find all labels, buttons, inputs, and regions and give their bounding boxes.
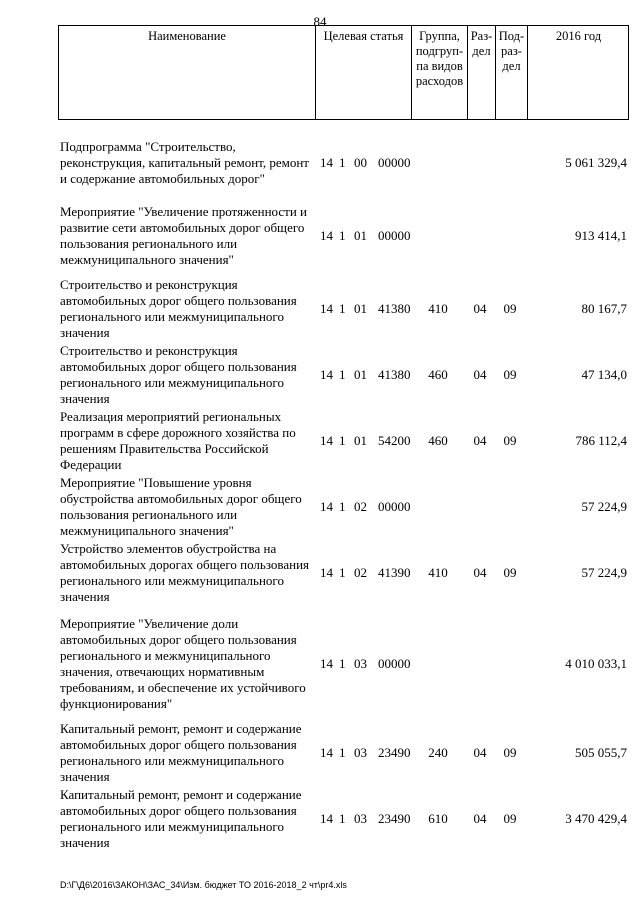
row-group: 410 bbox=[428, 565, 448, 580]
row-code-d: 41380 bbox=[378, 301, 411, 316]
row-amount: 57 224,9 bbox=[581, 565, 627, 580]
row-code-d: 54200 bbox=[378, 433, 411, 448]
row-amount: 5 061 329,4 bbox=[565, 155, 627, 170]
header-podrazdel-line: дел bbox=[502, 59, 521, 73]
header-group-line: па видов bbox=[416, 59, 463, 73]
row-group: 460 bbox=[428, 433, 448, 448]
header-group-line: Группа, bbox=[419, 29, 460, 43]
row-code-a: 14 bbox=[320, 565, 333, 580]
row-name: Мероприятие "Повышение уровня обустройства автомобильных дорог общего пользования регионального или межмуниципального значения" bbox=[60, 475, 302, 538]
row-amount: 57 224,9 bbox=[581, 499, 627, 514]
row-name: Подпрограмма "Строительство, реконструкция, капитальный ремонт, ремонт и содержание автомобильных дорог" bbox=[60, 139, 309, 186]
row-code-c: 02 bbox=[354, 565, 367, 580]
table-row bbox=[58, 787, 629, 853]
row-code-c: 03 bbox=[354, 811, 367, 826]
row-amount: 47 134,0 bbox=[581, 367, 627, 382]
row-podrazdel: 09 bbox=[503, 301, 517, 316]
table-row bbox=[58, 475, 629, 541]
row-code-a: 14 bbox=[320, 745, 333, 760]
row-podrazdel: 09 bbox=[503, 811, 517, 826]
row-razdel: 04 bbox=[473, 811, 487, 826]
row-code-a: 14 bbox=[320, 499, 333, 514]
table-row bbox=[58, 721, 629, 787]
row-podrazdel: 09 bbox=[503, 565, 517, 580]
table-header bbox=[58, 25, 629, 120]
table-row bbox=[58, 616, 629, 714]
row-code-d: 00000 bbox=[378, 499, 411, 514]
row-name: Строительство и реконструкция автомобильных дорог общего пользования регионального или межмуниципального значения bbox=[60, 277, 297, 340]
row-code-d: 23490 bbox=[378, 745, 411, 760]
header-target-label: Целевая статья bbox=[323, 29, 404, 43]
row-razdel: 04 bbox=[473, 565, 487, 580]
row-code-c: 00 bbox=[354, 155, 367, 170]
header-razdel-line: дел bbox=[472, 44, 491, 58]
row-amount: 786 112,4 bbox=[575, 433, 627, 448]
row-code-d: 00000 bbox=[378, 155, 411, 170]
row-code-a: 14 bbox=[320, 228, 333, 243]
row-podrazdel: 09 bbox=[503, 367, 517, 382]
row-code-c: 01 bbox=[354, 301, 367, 316]
file-path-footer: D:\Г\Д6\2016\ЗАКОН\ЗАС_34\Изм. бюджет ТО 2016-2018_2 чт\pr4.xls bbox=[60, 880, 347, 890]
header-group-line: подгруп- bbox=[415, 44, 464, 58]
row-code-a: 14 bbox=[320, 155, 333, 170]
row-name: Мероприятие "Увеличение протяженности и развитие сети автомобильных дорог общего пользования регионального или межмуниципального значения" bbox=[60, 204, 307, 267]
header-name-label: Наименование bbox=[148, 29, 226, 43]
row-name: Устройство элементов обустройства на автомобильных дорогах общего пользования регионального или межмуниципального значения bbox=[60, 541, 310, 604]
row-code-c: 01 bbox=[354, 433, 367, 448]
table-row bbox=[58, 204, 629, 270]
row-amount: 80 167,7 bbox=[581, 301, 627, 316]
header-target bbox=[316, 26, 412, 119]
row-code-d: 41390 bbox=[378, 565, 411, 580]
header-group bbox=[412, 26, 468, 119]
header-podrazdel-line: раз- bbox=[501, 44, 522, 58]
row-code-a: 14 bbox=[320, 656, 333, 671]
row-amount: 913 414,1 bbox=[575, 228, 627, 243]
header-podrazdel-line: Под- bbox=[498, 29, 525, 43]
row-code-a: 14 bbox=[320, 433, 333, 448]
row-razdel: 04 bbox=[473, 433, 487, 448]
row-code-b: 1 bbox=[339, 656, 346, 671]
row-code-b: 1 bbox=[339, 367, 346, 382]
header-year bbox=[528, 26, 629, 119]
table-row bbox=[58, 343, 629, 409]
row-code-b: 1 bbox=[339, 301, 346, 316]
row-amount: 505 055,7 bbox=[575, 745, 627, 760]
row-code-b: 1 bbox=[339, 565, 346, 580]
row-code-d: 00000 bbox=[378, 656, 411, 671]
row-code-b: 1 bbox=[339, 433, 346, 448]
row-group: 410 bbox=[428, 301, 448, 316]
table-row bbox=[58, 541, 629, 607]
row-code-b: 1 bbox=[339, 228, 346, 243]
row-razdel: 04 bbox=[473, 301, 487, 316]
row-name: Реализация мероприятий региональных программ в сфере дорожного хозяйства по решениям Правительства Российской Федерации bbox=[60, 409, 296, 472]
row-code-b: 1 bbox=[339, 155, 346, 170]
row-code-a: 14 bbox=[320, 367, 333, 382]
row-razdel: 04 bbox=[473, 367, 487, 382]
table-row bbox=[58, 277, 629, 343]
header-year-label: 2016 год bbox=[555, 29, 602, 43]
header-group-line: расходов bbox=[415, 74, 464, 88]
page-number: 84 bbox=[313, 14, 327, 29]
header-razdel bbox=[468, 26, 496, 119]
row-name: Мероприятие "Увеличение доли автомобильных дорог общего пользования регионального и межмуниципального значения, отвечающих нормативным требованиям, и обеспечение их устойчивого функционирования" bbox=[60, 616, 306, 711]
header-razdel-line: Раз- bbox=[470, 29, 493, 43]
row-group: 460 bbox=[428, 367, 448, 382]
row-code-a: 14 bbox=[320, 301, 333, 316]
row-amount: 4 010 033,1 bbox=[565, 656, 627, 671]
row-podrazdel: 09 bbox=[503, 433, 517, 448]
row-name: Строительство и реконструкция автомобильных дорог общего пользования регионального или межмуниципального значения bbox=[60, 343, 297, 406]
row-code-c: 02 bbox=[354, 499, 367, 514]
row-group: 610 bbox=[428, 811, 448, 826]
row-group: 240 bbox=[428, 745, 448, 760]
row-code-d: 23490 bbox=[378, 811, 411, 826]
row-code-c: 01 bbox=[354, 228, 367, 243]
row-code-c: 01 bbox=[354, 367, 367, 382]
row-name: Капитальный ремонт, ремонт и содержание автомобильных дорог общего пользования регионального или межмуниципального значения bbox=[60, 721, 302, 784]
row-podrazdel: 09 bbox=[503, 745, 517, 760]
header-name bbox=[59, 26, 316, 119]
row-code-d: 00000 bbox=[378, 228, 411, 243]
row-razdel: 04 bbox=[473, 745, 487, 760]
row-code-b: 1 bbox=[339, 499, 346, 514]
row-code-a: 14 bbox=[320, 811, 333, 826]
row-code-d: 41380 bbox=[378, 367, 411, 382]
row-amount: 3 470 429,4 bbox=[565, 811, 627, 826]
header-podrazdel bbox=[496, 26, 528, 119]
table-row bbox=[58, 409, 629, 475]
row-code-c: 03 bbox=[354, 745, 367, 760]
row-code-b: 1 bbox=[339, 811, 346, 826]
table-row bbox=[58, 139, 629, 189]
row-code-b: 1 bbox=[339, 745, 346, 760]
row-code-c: 03 bbox=[354, 656, 367, 671]
row-name: Капитальный ремонт, ремонт и содержание автомобильных дорог общего пользования регионального или межмуниципального значения bbox=[60, 787, 302, 850]
